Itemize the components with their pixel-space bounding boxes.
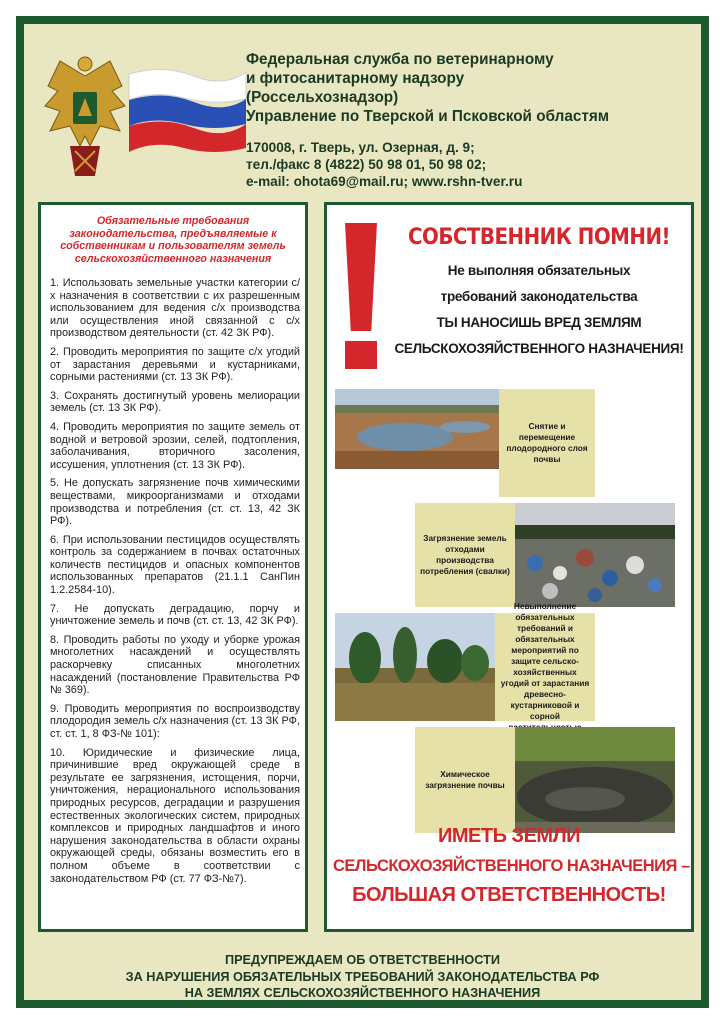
requirement-item: 4. Проводить мероприятия по защите земель от водной и ветровой эрозии, селей, подтопления, заболачивания, вторичного засоления, иссушения, уплотнения (ст. 13 ЗК РФ).	[50, 420, 300, 471]
organization-name	[246, 50, 696, 126]
org-line: Федеральная служба по ветеринарному	[246, 51, 554, 68]
requirement-item: 7. Не допускать деградацию, порчу и уничтожение земель и почв (ст. ст. 13, 42 ЗК РФ).	[50, 602, 300, 628]
caption-topsoil: Снятие и перемещение плодородного слоя почвы	[499, 389, 595, 497]
footer-line: ЗА НАРУШЕНИЯ ОБЯЗАТЕЛЬНЫХ ТРЕБОВАНИЙ ЗАКОНОДАТЕЛЬСТВА РФ	[125, 969, 600, 984]
title-line: сельскохозяйственного назначения	[74, 252, 272, 265]
contact-info	[246, 139, 696, 190]
requirement-item: 1. Использовать земельные участки категории с/х назначения в соответствии с их разрешенным использованием для ведения с/х производства или осуществления иной связанной с с/х производством деятельности (ст. 42 ЗК РФ).	[50, 277, 300, 340]
requirement-item: 8. Проводить работы по уходу и уборке урожая многолетних насаждений и осуществлять раскорчевку списанных многолетних насаждений (постановление Правительства РФ № 369).	[50, 633, 300, 697]
footer-warning	[24, 952, 701, 1002]
warning-line: ТЫ НАНОСИШЬ ВРЕД ЗЕМЛЯМ	[436, 315, 642, 330]
warning-headline: СОБСТВЕННИК ПОМНИ!	[407, 225, 671, 250]
caption-overgrowth: обязательных требований и обязательных мероприятий по защите сельско-хозяйственных угодий от зарастания древесно-кустарниковой и сорной	[495, 613, 595, 721]
exclamation-icon	[341, 223, 381, 373]
title-line: Обязательные требования	[96, 215, 250, 227]
caption-landfill: Загрязнение земель отходами производства потребления (свалки)	[415, 503, 515, 607]
footer-line: НА ЗЕМЛЯХ СЕЛЬСКОХОЗЯЙСТВЕННОГО НАЗНАЧЕНИЯ	[184, 986, 541, 1000]
title-line: законодательства, предъявляемые к	[69, 227, 277, 240]
address-line: 170008, г. Тверь, ул. Озерная, д. 9;	[246, 140, 475, 155]
footer-line: ПРЕДУПРЕЖДАЕМ ОБ ОТВЕТСТВЕННОСТИ	[224, 953, 501, 967]
overgrowth-photo	[335, 613, 495, 721]
poster-frame	[16, 16, 709, 1008]
org-line: Управление по Тверской и Псковской областям	[246, 108, 610, 125]
requirement-item: 3. Сохранять достигнутый уровень мелиорации земель (ст. 13 ЗК РФ).	[50, 389, 300, 415]
russian-flag-icon	[124, 64, 249, 154]
requirement-item: 9. Проводить мероприятия по воспроизводству плодородия земель с/х назначения (ст. 13 ЗК РФ, ст. ст. 1, 8 ФЗ-№ 101):	[50, 702, 300, 740]
requirements-list	[50, 277, 300, 891]
warning-panel	[324, 202, 694, 932]
warning-line: СЕЛЬСКОХОЗЯЙСТВЕННОГО НАЗНАЧЕНИЯ!	[394, 341, 684, 356]
requirement-item: 5. Не допускать загрязнение почв химическими веществами, микроорганизмами и отходами производства и потребления (ст. ст. 13, 42 ЗК РФ).	[50, 477, 300, 528]
responsibility-line: ИМЕТЬ ЗЕМЛИ	[438, 825, 580, 847]
requirement-item: 10. Юридические и физические лица, причинившие вред окружающей среде в результате ее загрязнения, истощения, порчи, уничтожения, нерационального использования природных ресурсов, деградации и разрушения естественных экологических систем, природных комплексов и природных ландшафтов и иного нарушения законодательства в области охраны окружающей среды, обязаны возместить его в полном объеме в соответствии с законодательством РФ (ст. 77 ФЗ-№7).	[50, 746, 300, 885]
requirement-item: 2. Проводить мероприятия по защите с/х угодий от зарастания деревьями и кустарниками, сорными растениями (ст. 13 ЗК РФ).	[50, 345, 300, 384]
responsibility-line: БОЛЬШАЯ ОТВЕТСТВЕННОСТЬ!	[352, 884, 666, 906]
responsibility-line: СЕЛЬСКОХОЗЯЙСТВЕННОГО НАЗНАЧЕНИЯ –	[333, 857, 690, 875]
org-line: и фитосанитарному надзору	[246, 70, 465, 87]
warning-line: Не выполняя обязательных	[447, 263, 631, 278]
title-line: собственникам и пользователям земель	[60, 240, 286, 252]
requirement-item: 6. При использовании пестицидов осуществлять контроль за содержанием в почвах остаточных количеств пестицидов и опасных компонентов использованных препаратов (21.1.1 СанПин 1.2.2584-10).	[50, 533, 300, 597]
caption-chemical: Химическое загрязнение почвы	[415, 727, 515, 833]
requirements-title	[47, 215, 299, 265]
org-line: (Россельхознадзор)	[246, 89, 399, 106]
chemical-pollution-photo	[515, 727, 675, 833]
phone-line: тел./факс 8 (4822) 50 98 01, 50 98 02;	[246, 157, 487, 172]
coat-of-arms-icon	[40, 46, 130, 186]
requirements-panel	[38, 202, 308, 932]
quarry-photo	[335, 389, 499, 469]
email-line: e-mail: ohota69@mail.ru; www.rshn-tver.ru	[246, 174, 523, 189]
poster-paper	[24, 24, 701, 1000]
warning-line: требований законодательства	[440, 289, 638, 304]
landfill-photo	[515, 503, 675, 607]
